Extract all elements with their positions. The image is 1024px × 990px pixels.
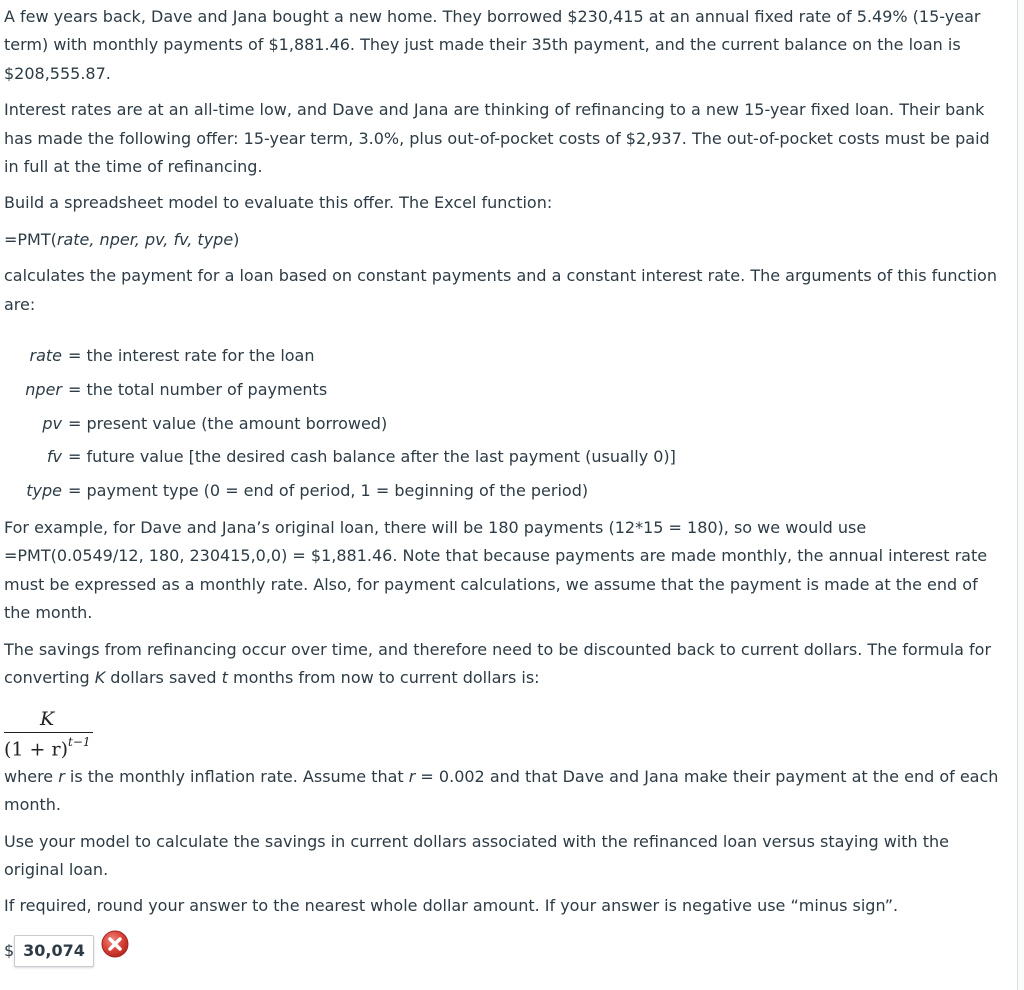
text-fragment: = 0.002 and that Dave and Jana make their payment at the end of each month. bbox=[4, 766, 999, 815]
incorrect-x-icon bbox=[100, 929, 130, 959]
var-t: t bbox=[221, 668, 228, 688]
right-edge-scrollbar bbox=[1017, 0, 1024, 990]
paragraph-offer: Interest rates are at an all-time low, and Dave and Jana are thinking of refinancing to a new 15-year fixed loan. Their bank has made the following offer: 15-year term, 3.0%, plus out-of-pocket costs of $2,937. The out-of-pocket costs must be paid in full at the time of refinancing. bbox=[4, 100, 990, 177]
var-r: r bbox=[408, 766, 416, 786]
currency-symbol: $ bbox=[4, 940, 15, 960]
formula-denominator bbox=[4, 732, 93, 760]
text-fragment: The savings from refinancing occur over time, and therefore need to be discounted back to current dollars. The formula for converting bbox=[4, 639, 992, 688]
arg-desc-nper: = the total number of payments bbox=[68, 379, 328, 399]
text-fragment: dollars saved bbox=[105, 668, 222, 688]
pmt-arguments: rate, nper, pv, fv, type bbox=[56, 229, 234, 249]
pmt-function-syntax bbox=[4, 226, 1006, 254]
discount-formula bbox=[4, 708, 93, 760]
answer-input[interactable]: 30,074 bbox=[14, 935, 94, 967]
paragraph-task: Use your model to calculate the savings in current dollars associated with the refinanced loan versus staying with the original loan. bbox=[4, 831, 949, 880]
text-fragment: is the monthly inflation rate. Assume that bbox=[64, 766, 409, 786]
text-fragment: where bbox=[4, 766, 59, 786]
paragraph-pmt-description: calculates the payment for a loan based on constant payments and a constant interest rate. The arguments of this function are: bbox=[4, 266, 997, 314]
pmt-suffix: ) bbox=[233, 229, 240, 249]
formula-base: (1 + r) bbox=[4, 738, 68, 761]
arg-desc-rate: = the interest rate for the loan bbox=[68, 346, 315, 366]
arg-name-pv: pv bbox=[42, 413, 62, 433]
pmt-prefix: =PMT( bbox=[4, 229, 57, 249]
paragraph-discounting bbox=[4, 636, 1006, 693]
paragraph-rounding: If required, round your answer to the nearest whole dollar amount. If your answer is negative use “minus sign”. bbox=[4, 896, 899, 916]
paragraph-example: For example, for Dave and Jana’s original loan, there will be 180 payments (12*15 = 180), so we would use =PMT(0.0549/12, 180, 230415,0,0) = $1,881.46. Note that because payments are made monthly, the annual interest rate must be expressed as a monthly rate. Also, for payment calculations, we assume that the payment is made at the end of the month. bbox=[4, 518, 988, 623]
text-fragment: months from now to current dollars is: bbox=[227, 668, 540, 688]
paragraph-intro: A few years back, Dave and Jana bought a new home. They borrowed $230,415 at an annual fixed rate of 5.49% (15-year term) with monthly payments of $1,881.46. They just made their 35th payment, and the current balance on the loan is $208,555.87. bbox=[4, 7, 981, 83]
paragraph-inflation bbox=[4, 763, 1006, 820]
arg-desc-pv: = present value (the amount borrowed) bbox=[68, 413, 388, 433]
var-k: K bbox=[94, 668, 106, 688]
paragraph-build-model: Build a spreadsheet model to evaluate this offer. The Excel function: bbox=[4, 193, 553, 213]
question-body bbox=[4, 3, 1006, 969]
arg-name-type: type bbox=[26, 481, 62, 501]
arg-name-rate: rate bbox=[29, 346, 62, 366]
formula-numerator: K bbox=[40, 708, 55, 731]
formula-exponent: t−1 bbox=[68, 735, 91, 750]
arg-name-fv: fv bbox=[46, 447, 62, 467]
arg-name-nper: nper bbox=[25, 379, 62, 399]
arg-desc-type: = payment type (0 = end of period, 1 = beginning of the period) bbox=[68, 481, 589, 501]
argument-list bbox=[4, 339, 1006, 508]
answer-row bbox=[4, 933, 1006, 969]
arg-desc-fv: = future value [the desired cash balance after the last payment (usually 0)] bbox=[68, 447, 676, 467]
var-r: r bbox=[58, 766, 65, 786]
